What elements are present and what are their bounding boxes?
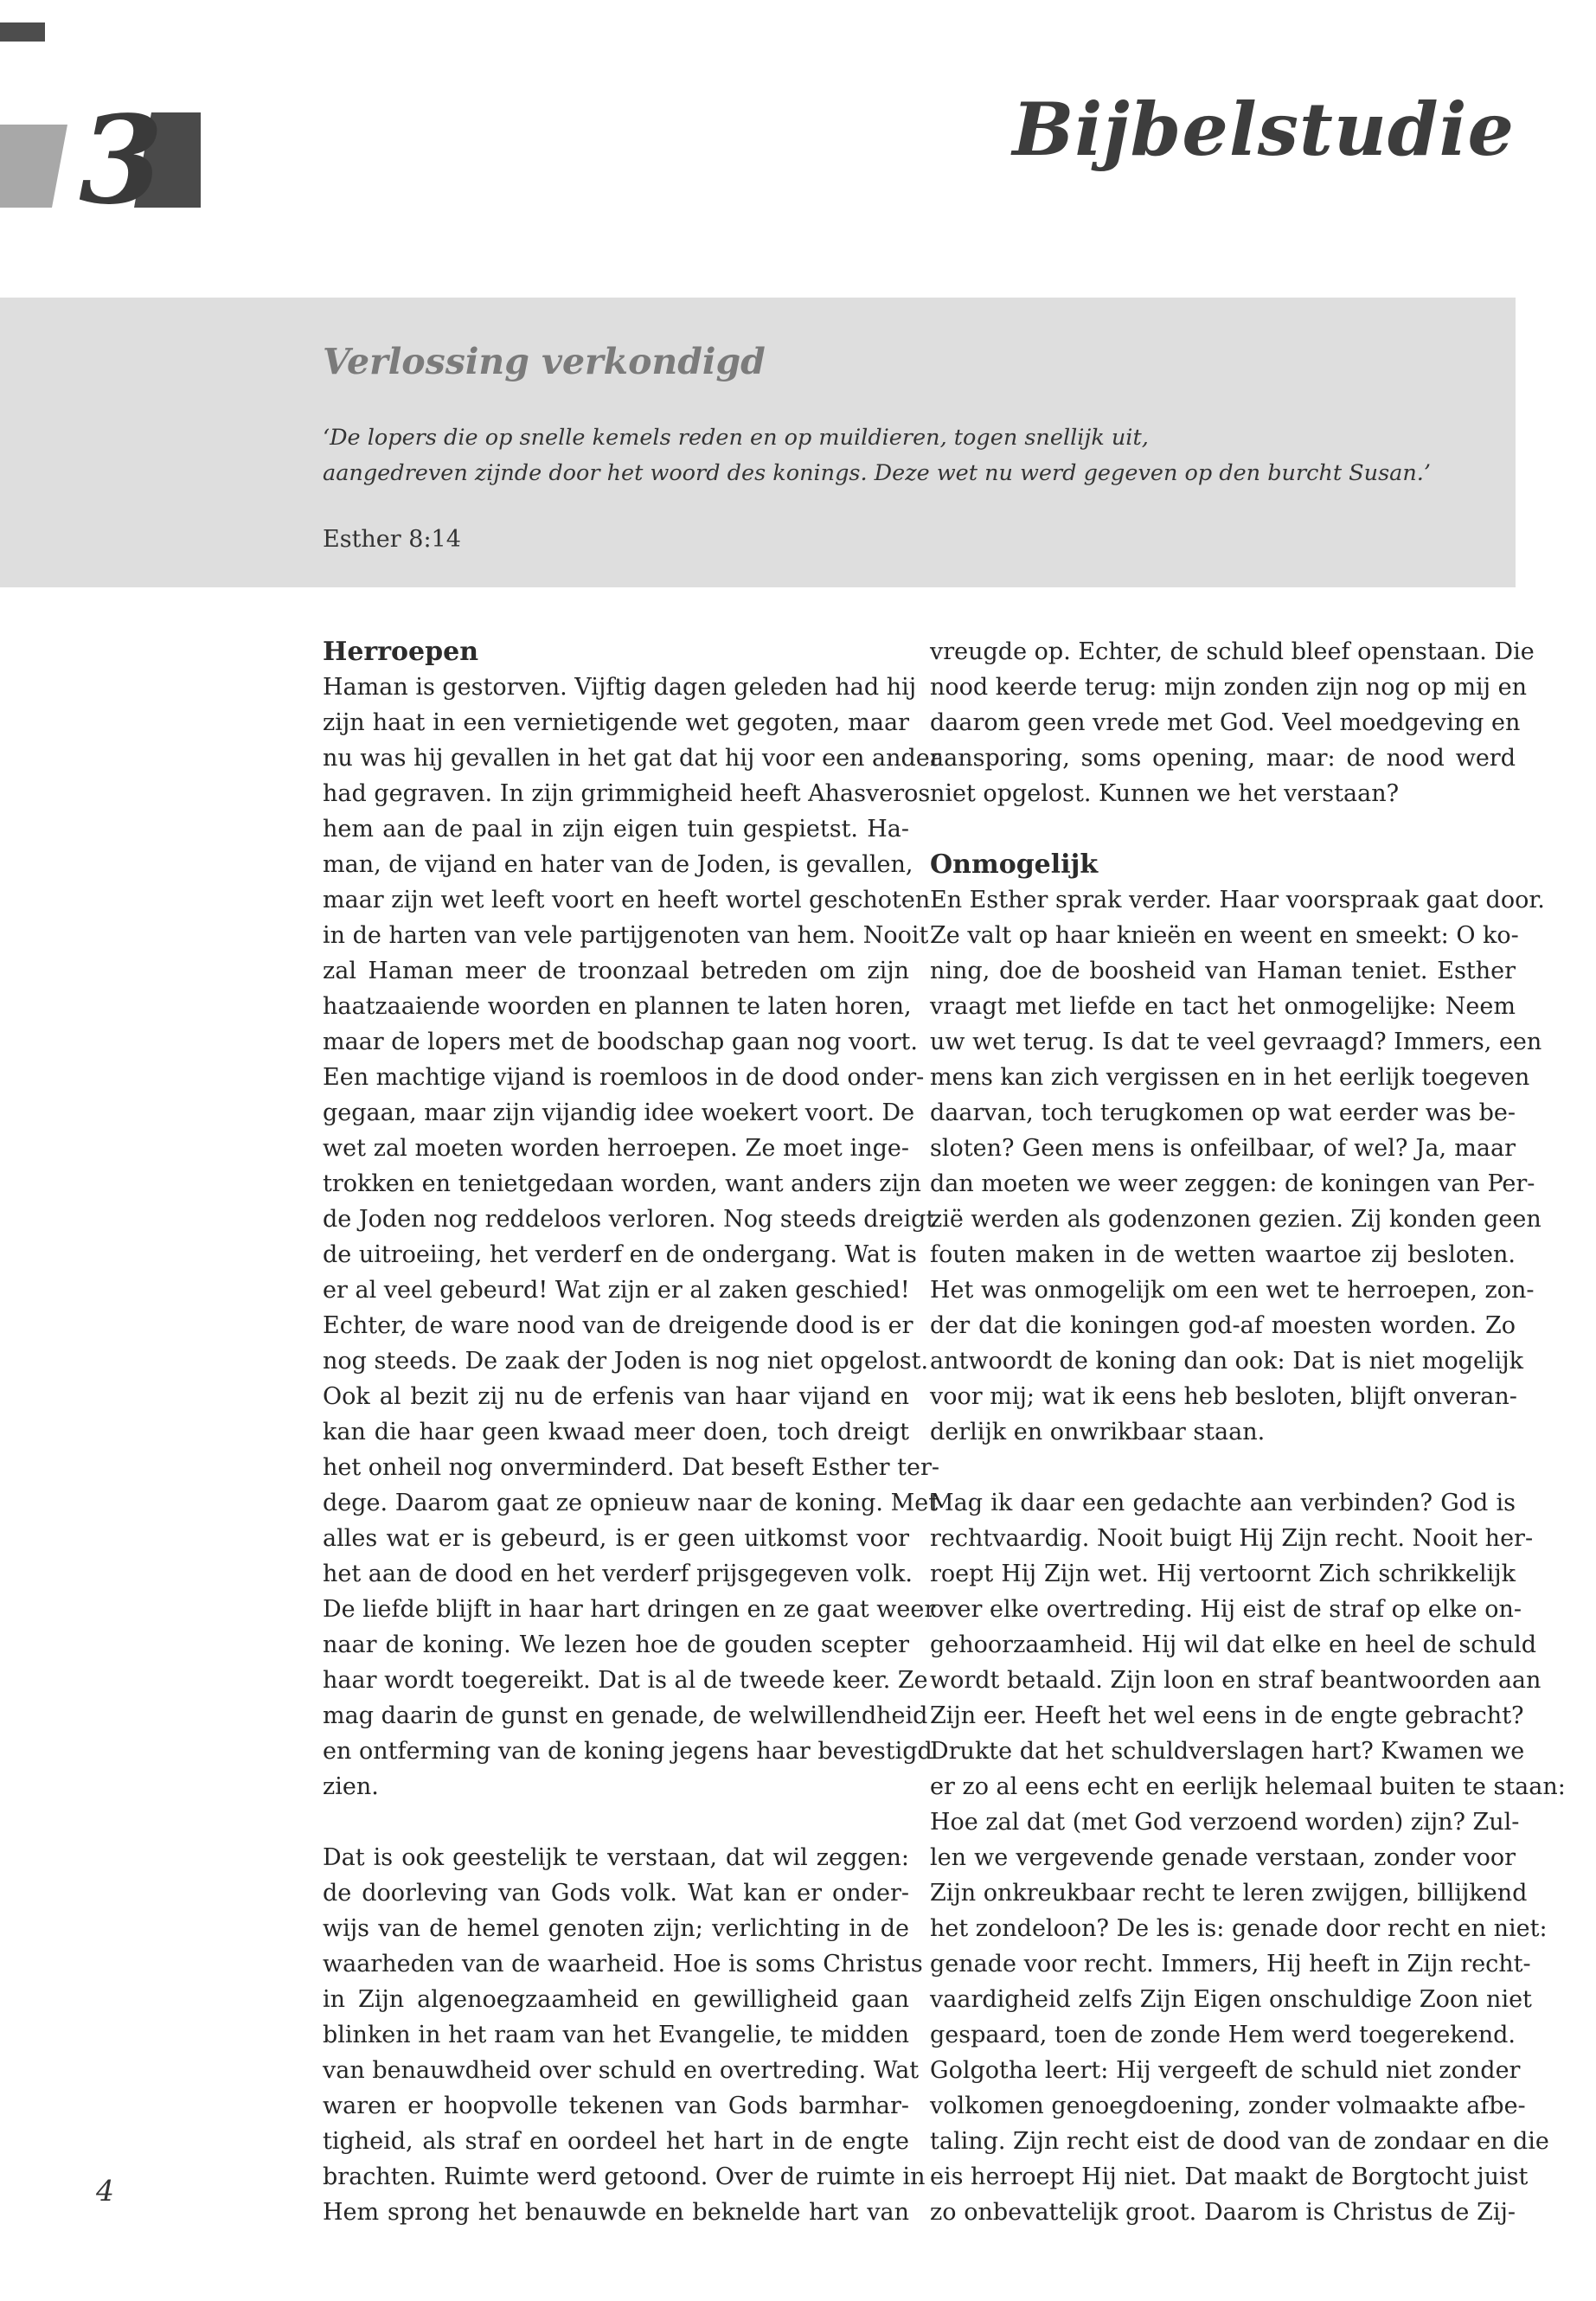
text-line: Zijn onkreukbaar recht te leren zwijgen, billijkend <box>930 1880 1528 1907</box>
text-line: taling. Zijn recht eist de dood van de zondaar en die <box>930 2128 1549 2155</box>
text-line: Ze valt op haar knieën en weent en smeekt: O ko- <box>930 922 1519 949</box>
text-line: Zijn eer. Heeft het wel eens in de engte gebracht? <box>930 1702 1524 1729</box>
text-line: gespaard, toen de zonde Hem werd toegerekend. <box>930 2022 1516 2048</box>
text-line: de doorleving van Gods volk. Wat kan er onder- <box>323 1880 909 1907</box>
paragraph-gap <box>930 1450 1516 1485</box>
text-line: rechtvaardig. Nooit buigt Hij Zijn recht. Nooit her- <box>930 1525 1534 1552</box>
text-line: in Zijn algenoegzaamheid en gewilligheid gaan <box>323 1986 909 2013</box>
text-line: maar zijn wet leeft voort en heeft wortel geschoten <box>323 887 931 913</box>
text-line: het zondeloon? De les is: genade door recht en niet: <box>930 1915 1548 1942</box>
text-line: zië werden als godenzonen gezien. Zij konden geen <box>930 1206 1542 1233</box>
text-line: der dat die koningen god-af moesten worden. Zo <box>930 1312 1516 1339</box>
text-line: de Joden nog reddeloos verloren. Nog steeds dreigt <box>323 1206 936 1233</box>
text-line: En Esther sprak verder. Haar voorspraak gaat door. <box>930 887 1545 913</box>
text-line: blinken in het raam van het Evangelie, te midden <box>323 2022 909 2048</box>
text-line: Een machtige vijand is roemloos in de dood onder- <box>323 1064 925 1091</box>
text-line: Hem sprong het benauwde en beknelde hart van <box>323 2199 909 2226</box>
corner-mark <box>0 22 45 42</box>
right-column <box>930 634 1566 2230</box>
chapter-number-logo <box>0 112 201 208</box>
text-line: nu was hij gevallen in het gat dat hij voor een ander <box>323 745 941 772</box>
text-line: in de harten van vele partijgenoten van hem. Nooit <box>323 922 929 949</box>
text-line: er zo al eens echt en eerlijk helemaal buiten te staan: <box>930 1773 1566 1800</box>
text-line: had gegraven. In zijn grimmigheid heeft Ahasveros <box>323 780 931 807</box>
text-line: brachten. Ruimte werd getoond. Over de ruimte in <box>323 2163 926 2190</box>
text-line: derlijk en onwrikbaar staan. <box>930 1419 1266 1445</box>
text-line: daarom geen vrede met God. Veel moedgeving en <box>930 709 1521 736</box>
text-line: nog steeds. De zaak der Joden is nog niet opgelost. <box>323 1348 929 1375</box>
text-line: gegaan, maar zijn vijandig idee woekert voort. De <box>323 1099 915 1126</box>
text-line: man, de vijand en hater van de Joden, is gevallen, <box>323 851 913 878</box>
text-line: haar wordt toegereikt. Dat is al de tweede keer. Ze <box>323 1667 928 1694</box>
text-line: Mag ik daar een gedachte aan verbinden? God is <box>930 1490 1516 1516</box>
text-line: haatzaaiende woorden en plannen te laten horen, <box>323 993 912 1020</box>
text-line: tigheid, als straf en oordeel het hart in de engte <box>323 2128 909 2155</box>
text-line: Drukte dat het schuldverslagen hart? Kwamen we <box>930 1738 1525 1765</box>
paragraph-gap <box>930 811 1516 847</box>
text-line: dan moeten we weer zeggen: de koningen van Per- <box>930 1170 1535 1197</box>
text-line: voor mij; wat ik eens heb besloten, blijft onveran- <box>930 1383 1517 1410</box>
scripture-quote <box>323 420 1447 491</box>
text-line: Haman is gestorven. Vijftig dagen geleden had hij <box>323 674 917 701</box>
text-line: volkomen genoegdoening, zonder volmaakte afbe- <box>930 2093 1526 2119</box>
text-line: gehoorzaamheid. Hij wil dat elke en heel de schuld <box>930 1631 1537 1658</box>
text-line: zijn haat in een vernietigende wet gegoten, maar <box>323 709 909 736</box>
text-line: Dat is ook geestelijk te verstaan, dat wil zeggen: <box>323 1844 909 1871</box>
paragraph-gap <box>323 1804 909 1840</box>
text-line: eis herroept Hij niet. Dat maakt de Borgtocht juist <box>930 2163 1529 2190</box>
text-line: sloten? Geen mens is onfeilbaar, of wel? Ja, maar <box>930 1135 1516 1162</box>
text-line: alles wat er is gebeurd, is er geen uitkomst voor <box>323 1525 909 1552</box>
section-heading: Herroepen <box>323 637 479 667</box>
section-heading: Onmogelijk <box>930 849 1099 880</box>
text-line: ning, doe de boosheid van Haman teniet. Esther <box>930 958 1516 984</box>
svg-text:3: 3 <box>79 112 163 208</box>
text-line: antwoordt de koning dan ook: Dat is niet mogelijk <box>930 1348 1524 1375</box>
text-line: roept Hij Zijn wet. Hij vertoornt Zich schrikkelijk <box>930 1561 1516 1587</box>
text-line: vreugde op. Echter, de schuld bleef openstaan. Die <box>930 638 1535 665</box>
text-line: nood keerde terug: mijn zonden zijn nog op mij en <box>930 674 1528 701</box>
text-line: en ontferming van de koning jegens haar bevestigd <box>323 1738 933 1765</box>
text-line: er al veel gebeurd! Wat zijn er al zaken geschied! <box>323 1277 910 1304</box>
text-line: over elke overtreding. Hij eist de straf op elke on- <box>930 1596 1522 1623</box>
text-line: uw wet terug. Is dat te veel gevraagd? Immers, een <box>930 1029 1542 1055</box>
text-line: Echter, de ware nood van de dreigende dood is er <box>323 1312 913 1339</box>
text-line: kan die haar geen kwaad meer doen, toch dreigt <box>323 1419 909 1445</box>
text-line: len we vergevende genade verstaan, zonder voor <box>930 1844 1516 1871</box>
text-line: zal Haman meer de troonzaal betreden om zijn <box>323 958 909 984</box>
text-line: hem aan de paal in zijn eigen tuin gespietst. Ha- <box>323 816 909 843</box>
text-line: vaardigheid zelfs Zijn Eigen onschuldige Zoon niet <box>930 1986 1532 2013</box>
text-line: daarvan, toch terugkomen op wat eerder was be- <box>930 1099 1516 1126</box>
text-line: het aan de dood en het verderf prijsgegeven volk. <box>323 1561 913 1587</box>
text-line: maar de lopers met de boodschap gaan nog voort. <box>323 1029 918 1055</box>
text-line: van benauwdheid over schuld en overtreding. Wat <box>323 2057 920 2084</box>
text-line: zo onbevattelijk groot. Daarom is Christus de Zij- <box>930 2199 1516 2226</box>
text-line: Ook al bezit zij nu de erfenis van haar vijand en <box>323 1383 909 1410</box>
text-line: genade voor recht. Immers, Hij heeft in Zijn recht- <box>930 1951 1531 1977</box>
scripture-banner <box>0 298 1516 587</box>
text-line: het onheil nog onverminderd. Dat beseft Esther ter- <box>323 1454 940 1481</box>
text-line: fouten maken in de wetten waartoe zij besloten. <box>930 1241 1516 1268</box>
text-line: dege. Daarom gaat ze opnieuw naar de koning. Met <box>323 1490 939 1516</box>
text-line: waarheden van de waarheid. Hoe is soms Christus <box>323 1951 923 1977</box>
text-line: zien. <box>323 1773 379 1800</box>
text-line: Hoe zal dat (met God verzoend worden) zijn? Zul- <box>930 1809 1520 1836</box>
text-line: de uitroeiing, het verderf en de ondergang. Wat is <box>323 1241 917 1268</box>
text-line: waren er hoopvolle tekenen van Gods barmhar- <box>323 2093 909 2119</box>
text-line: De liefde blijft in haar hart dringen en ze gaat weer <box>323 1596 936 1623</box>
quote-line: ‘De lopers die op snelle kemels reden en op muildieren, togen snellijk uit, <box>323 425 1149 451</box>
text-line: wordt betaald. Zijn loon en straf beantwoorden aan <box>930 1667 1542 1694</box>
page-number: 4 <box>96 2174 114 2208</box>
text-line: naar de koning. We lezen hoe de gouden scepter <box>323 1631 909 1658</box>
text-line: wijs van de hemel genoten zijn; verlichting in de <box>323 1915 909 1942</box>
text-line: mens kan zich vergissen en in het eerlijk toegeven <box>930 1064 1530 1091</box>
page-header-title: Bijbelstudie <box>1012 87 1515 172</box>
text-line: niet opgelost. Kunnen we het verstaan? <box>930 780 1400 807</box>
quote-line: aangedreven zijnde door het woord des konings. Deze wet nu werd gegeven op den burcht Susan.’ <box>323 460 1432 486</box>
text-line: aansporing, soms opening, maar: de nood werd <box>930 745 1516 772</box>
scripture-reference: Esther 8:14 <box>323 526 461 553</box>
text-line: wet zal moeten worden herroepen. Ze moet inge- <box>323 1135 909 1162</box>
left-column <box>323 634 941 2230</box>
text-line: Golgotha leert: Hij vergeeft de schuld niet zonder <box>930 2057 1521 2084</box>
text-line: mag daarin de gunst en genade, de welwillendheid <box>323 1702 928 1729</box>
text-line: vraagt met liefde en tact het onmogelijke: Neem <box>930 993 1516 1020</box>
text-line: trokken en tenietgedaan worden, want anders zijn <box>323 1170 921 1197</box>
text-line: Het was onmogelijk om een wet te herroepen, zon- <box>930 1277 1535 1304</box>
banner-title: Verlossing verkondigd <box>323 341 766 382</box>
